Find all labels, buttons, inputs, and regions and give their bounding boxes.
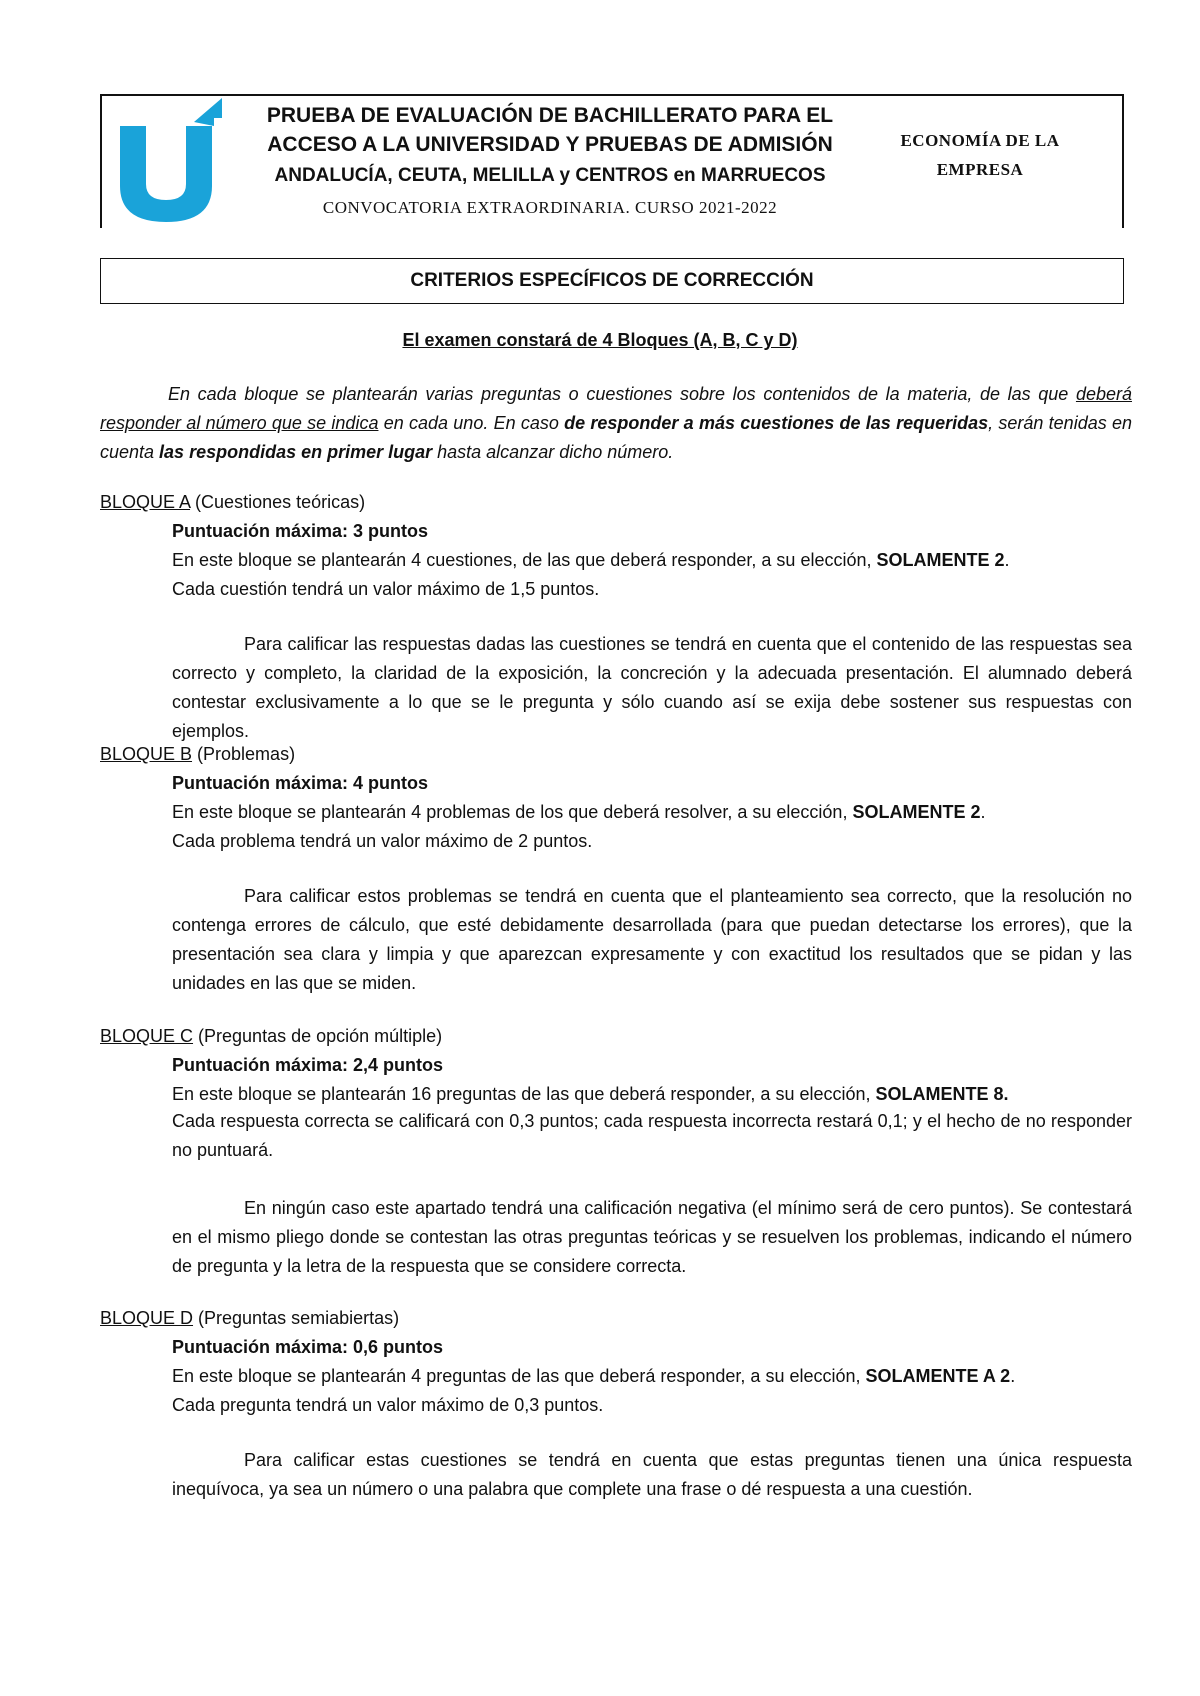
block-a-score: Puntuación máxima: 3 puntos — [172, 521, 429, 541]
block-c-heading — [100, 1026, 442, 1047]
intro-bold: de responder a más cuestiones de las requeridas — [564, 413, 989, 433]
intro-bold: las respondidas en primer lugar — [159, 442, 433, 462]
header-title-line2: ACCESO A LA UNIVERSIDAD Y PRUEBAS DE ADMISIÓN — [267, 133, 833, 156]
block-d-heading — [100, 1308, 399, 1329]
block-b-heading — [100, 744, 295, 765]
rule-text: En este bloque se plantearán 4 cuestiones, de las que deberá responder, a su elección, — [172, 550, 877, 570]
rule-text: En este bloque se plantearán 16 preguntas de las que deberá responder, a su elección, — [172, 1084, 876, 1104]
block-a-value: Cada cuestión tendrá un valor máximo de 1,5 puntos. — [172, 579, 600, 599]
block-c-rule — [172, 1084, 1009, 1105]
rule-bold: SOLAMENTE 2 — [852, 802, 981, 822]
rule-text: . — [1010, 1366, 1016, 1386]
block-b-paragraph — [172, 882, 1132, 998]
block-desc: (Problemas) — [192, 744, 296, 764]
block-desc: (Preguntas de opción múltiple) — [193, 1026, 443, 1046]
paragraph-text: Para calificar estas cuestiones se tendrá en cuenta que estas preguntas tienen una única respuesta inequívoca, ya sea un número o una palabra que complete una frase o dé respuesta a una cuestión. — [172, 1450, 1132, 1499]
intro-text: en cada uno. En caso — [378, 413, 565, 433]
block-name: BLOQUE B — [100, 744, 193, 764]
subject-line2: EMPRESA — [936, 160, 1024, 179]
block-a-paragraph — [172, 630, 1132, 746]
header-title-line1: PRUEBA DE EVALUACIÓN DE BACHILLERATO PARA EL — [266, 104, 834, 127]
block-c-score: Puntuación máxima: 2,4 puntos — [172, 1055, 444, 1075]
rule-text: En este bloque se plantearán 4 preguntas de las que deberá responder, a su elección, — [172, 1366, 866, 1386]
criteria-title: CRITERIOS ESPECÍFICOS DE CORRECCIÓN — [100, 258, 1124, 304]
rule-text: . — [980, 802, 986, 822]
block-a-rule — [172, 550, 1010, 571]
header-convocatoria: CONVOCATORIA EXTRAORDINARIA. CURSO 2021-2022 — [322, 198, 778, 217]
rule-text: . — [1004, 550, 1010, 570]
intro-paragraph — [100, 380, 1132, 467]
block-name: BLOQUE A — [100, 492, 191, 512]
rule-bold: SOLAMENTE 8. — [875, 1084, 1009, 1104]
block-desc: (Cuestiones teóricas) — [190, 492, 366, 512]
intro-text: En cada bloque se plantearán varias preguntas o cuestiones sobre los contenidos de la materia, de las que — [168, 384, 1076, 404]
block-name: BLOQUE C — [100, 1026, 194, 1046]
block-d-rule — [172, 1366, 1015, 1387]
paragraph-text: En ningún caso este apartado tendrá una calificación negativa (el mínimo será de cero puntos). Se contestará en el mismo pliego donde se contestan las otras preguntas teóricas y se resuelven los problemas, indicando el número de pregunta y la letra de la respuesta que se considere correcta. — [172, 1198, 1132, 1276]
block-d-paragraph — [172, 1446, 1132, 1504]
block-a-heading — [100, 492, 365, 513]
intro-text: , serán tenidas en cuenta — [100, 413, 1132, 462]
block-name: BLOQUE D — [100, 1308, 194, 1328]
subject-line1: ECONOMÍA DE LA — [900, 131, 1060, 150]
rule-text: En este bloque se plantearán 4 problemas de los que deberá resolver, a su elección, — [172, 802, 853, 822]
block-d-score: Puntuación máxima: 0,6 puntos — [172, 1337, 444, 1357]
block-b-score: Puntuación máxima: 4 puntos — [172, 773, 429, 793]
block-b-value: Cada problema tendrá un valor máximo de 2 puntos. — [172, 831, 593, 851]
intro-underlined: deberá responder al número que se indica — [100, 384, 1132, 433]
block-desc: (Preguntas semiabiertas) — [193, 1308, 400, 1328]
paragraph-text: Para calificar estos problemas se tendrá en cuenta que el planteamiento sea correcto, que la resolución no contenga errores de cálculo, que esté debidamente desarrollada (para que puedan detectarse los errores), que la presentación sea clara y limpia y que aparezcan expresamente y con exactitud los resultados que se pidan y las unidades en las que se miden. — [172, 886, 1132, 993]
rule-bold: SOLAMENTE A 2 — [865, 1366, 1011, 1386]
block-b-rule — [172, 802, 985, 823]
rule-bold: SOLAMENTE 2 — [876, 550, 1005, 570]
exam-note: El examen constará de 4 Bloques (A, B, C y D) — [402, 330, 798, 350]
subject-name — [880, 126, 1080, 184]
block-c-paragraph — [172, 1194, 1132, 1281]
block-c-value: Cada respuesta correcta se calificará con 0,3 puntos; cada respuesta incorrecta restará 0,1; y el hecho de no responder no puntuará. — [172, 1111, 1132, 1160]
header-title-line3: ANDALUCÍA, CEUTA, MELILLA y CENTROS en MARRUECOS — [274, 165, 826, 186]
intro-text: hasta alcanzar dicho número. — [432, 442, 674, 462]
block-d-value: Cada pregunta tendrá un valor máximo de 0,3 puntos. — [172, 1395, 604, 1415]
university-logo — [116, 96, 236, 226]
paragraph-text: Para calificar las respuestas dadas las cuestiones se tendrá en cuenta que el contenido de las respuestas sea correcto y completo, la claridad de la exposición, la concreción y la adecuada presentación. El alumnado deberá contestar exclusivamente a lo que se le pregunta y sólo cuando así se exija debe sostener sus respuestas con ejemplos. — [172, 634, 1132, 741]
